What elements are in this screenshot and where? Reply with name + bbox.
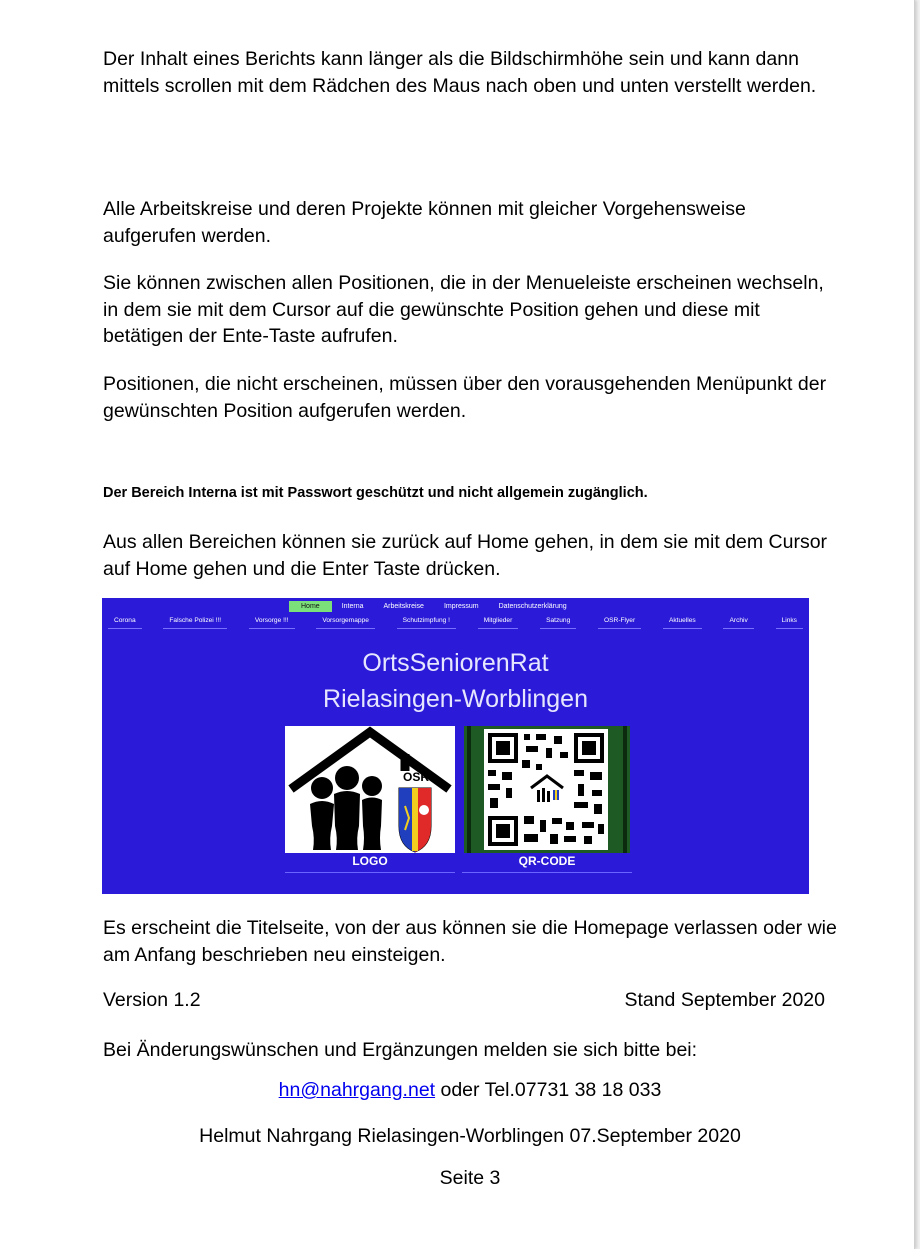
phone-text: oder Tel.07731 38 18 033	[435, 1079, 662, 1101]
website-screenshot	[102, 598, 809, 894]
logo-label: LOGO	[285, 854, 455, 873]
paragraph-arbeitskreise: Alle Arbeitskreise und deren Projekte können mit gleicher Vorgehensweise aufgerufen werden.	[103, 198, 746, 247]
paragraph-positionen: Sie können zwischen allen Positionen, die in der Menueleiste erscheinen wechseln, in dem sie mit dem Cursor auf die gewünschte Position gehen und diese mit betätigen der Ente-Taste aufrufen.	[103, 272, 824, 347]
site-nav-osr-flyer: OSR-Flyer	[598, 617, 641, 629]
site-nav-arbeitskreise: Arbeitskreise	[383, 602, 424, 610]
site-nav-aktuelles: Aktuelles	[663, 617, 702, 629]
osr-logo-icon	[285, 726, 455, 853]
site-nav-impressum: Impressum	[443, 602, 479, 610]
qr-code-icon	[464, 726, 630, 853]
site-nav-corona: Corona	[108, 617, 142, 629]
osr-logo-image	[285, 726, 455, 853]
version-text: Version 1.2	[103, 989, 201, 1011]
site-nav-archiv: Archiv	[723, 617, 753, 629]
interna-note: Der Bereich Interna ist mit Passwort geschützt und nicht allgemein zugänglich.	[103, 485, 648, 501]
site-nav-schutzimpfung: Schutzimpfung !	[397, 617, 456, 629]
page-number: Seite 3	[439, 1167, 501, 1189]
qr-code-label: QR-CODE	[462, 854, 632, 873]
contact-line	[0, 1079, 920, 1102]
email-link[interactable]: hn@nahrgang.net	[278, 1079, 436, 1101]
qr-code-image	[464, 726, 630, 853]
paragraph-home: Aus allen Bereichen können sie zurück auf Home gehen, in dem sie mit dem Cursor auf Home gehen und die Enter Taste drücken.	[103, 531, 828, 580]
site-nav-bottom	[102, 617, 809, 629]
site-nav-top	[289, 600, 577, 612]
site-nav-links: Links	[776, 617, 803, 629]
paragraph-scrolling: Der Inhalt eines Berichts kann länger als die Bildschirmhöhe sein und kann dann mittels scrollen mit dem Rädchen des Maus nach oben und unten verstellt werden.	[103, 48, 817, 97]
site-nav-datenschutz: Datenschutzerklärung	[498, 602, 567, 610]
site-nav-vorsorge: Vorsorge !!!	[249, 617, 295, 629]
site-nav-vorsorgemappe: Vorsorgemappe	[316, 617, 375, 629]
stand-text: Stand September 2020	[624, 989, 825, 1011]
paragraph-kontakt: Bei Änderungswünschen und Ergänzungen melden sie sich bitte bei:	[103, 1039, 698, 1061]
site-nav-interna: Interna	[341, 602, 364, 610]
osr-logo-text: OSR	[403, 770, 430, 784]
site-nav-mitglieder: Mitglieder	[478, 617, 519, 629]
author-line: Helmut Nahrgang Rielasingen-Worblingen 07.September 2020	[199, 1125, 741, 1147]
site-nav-satzung: Satzung	[540, 617, 576, 629]
site-nav-home: Home	[289, 601, 332, 612]
version-row	[103, 989, 825, 1012]
site-title-line1: OrtsSeniorenRat	[362, 649, 549, 677]
site-title-line2: Rielasingen-Worblingen	[323, 685, 588, 713]
site-nav-falsche-polizei: Falsche Polizei !!!	[163, 617, 227, 629]
paragraph-positionen-nicht: Positionen, die nicht erscheinen, müssen über den vorausgehenden Menüpunkt der gewünschten Position aufgerufen werden.	[103, 373, 827, 422]
paragraph-titelseite: Es erscheint die Titelseite, von der aus können sie die Homepage verlassen oder wie am Anfang beschrieben neu einsteigen.	[103, 917, 837, 966]
